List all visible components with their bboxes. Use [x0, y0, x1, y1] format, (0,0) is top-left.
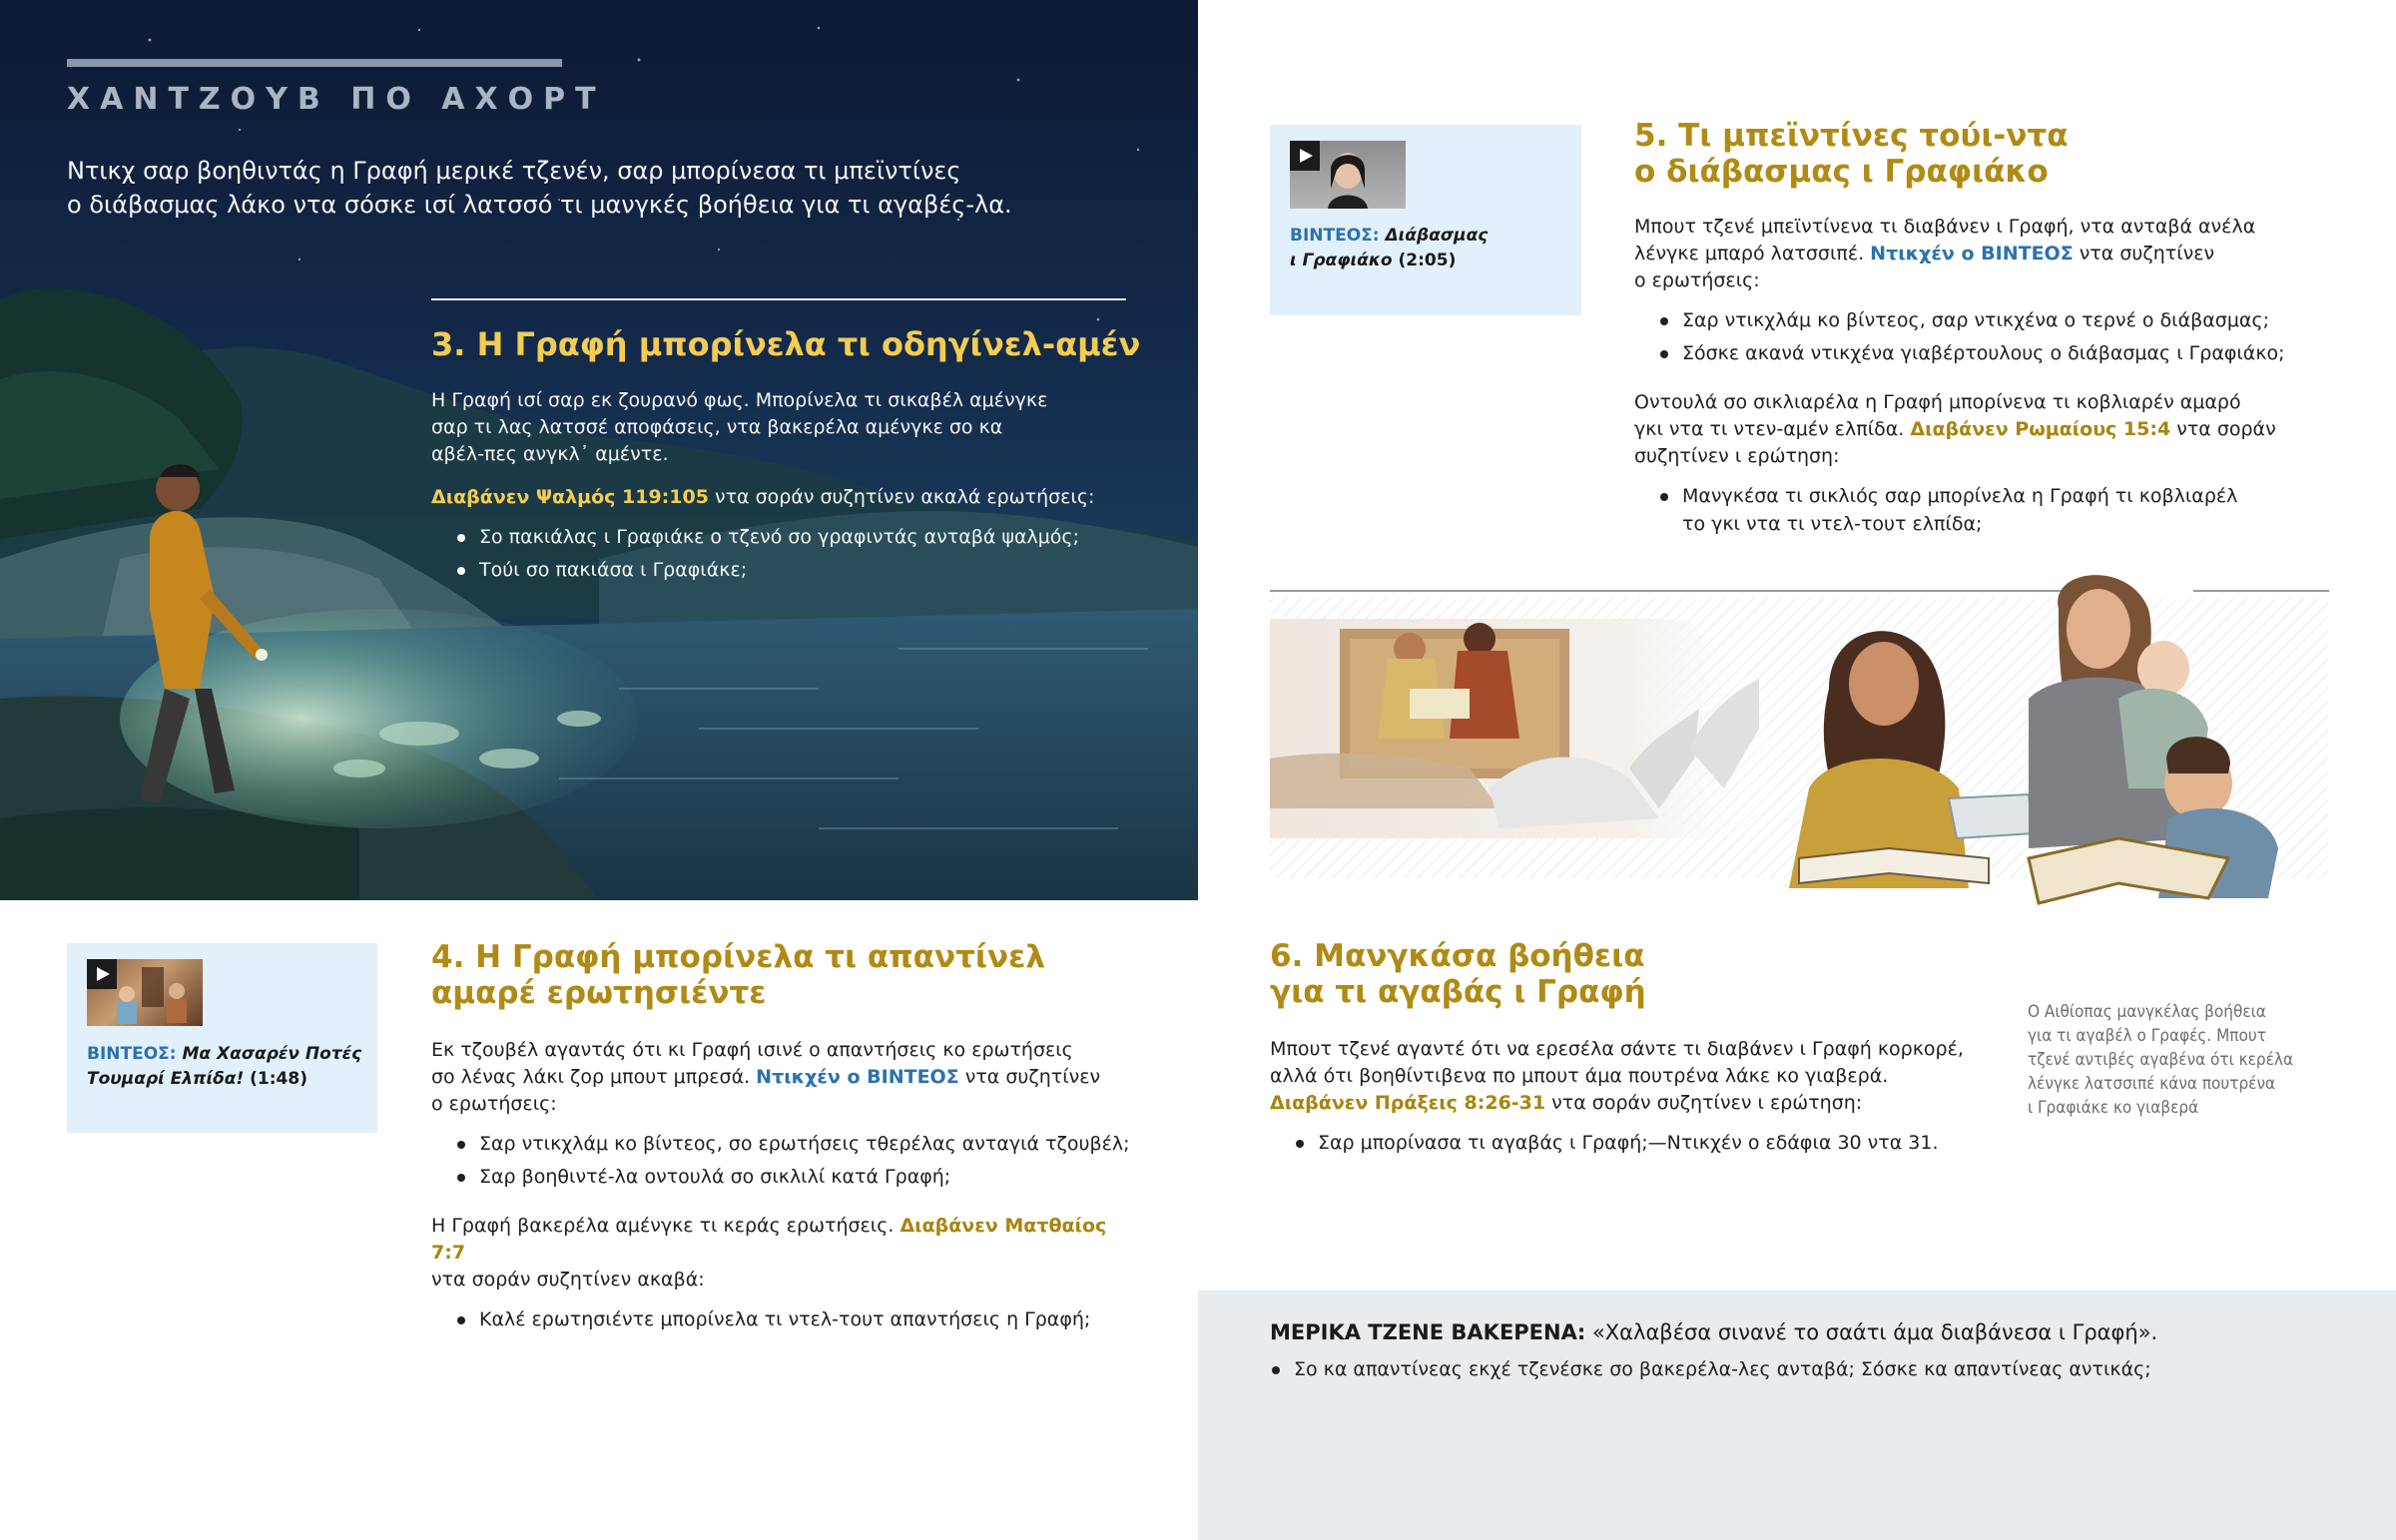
video-card-reading[interactable]	[1270, 125, 1581, 315]
intro-line: ο διάβασμας λάκο ντα σόσκε ισί λατσσό τι μανγκές βοήθεια για τι αγαβές-λα.	[67, 191, 1012, 219]
body-line: ο ερωτήσεις:	[1634, 269, 1760, 291]
objection-label: ΜΕΡΙΚΑ ΤΖΕΝΕ ΒΑΚΕΡΕΝΑ:	[1270, 1320, 1586, 1344]
section-3-questions	[455, 523, 1154, 589]
scripture-link[interactable]: Διαβάνεν Πράξεις 8:26-31	[1270, 1092, 1546, 1114]
body-line	[1634, 241, 2373, 267]
caption-line: ι Γραφιάκε κο γιαβερά	[2028, 1098, 2199, 1118]
body-text: λένγκε μπαρό λατσσιπέ.	[1634, 243, 1871, 264]
title-line: αμαρέ ερωτησιέντε	[431, 975, 767, 1011]
question-line: Μανγκέσα τι σικλιός σαρ μπορίνελα η Γραφή τι κοβλιαρέλ	[1682, 485, 2238, 507]
body-line	[1634, 416, 2373, 443]
caption-line: τζενέ αντιβές αγαβένα ότι κερέλα	[2028, 1050, 2294, 1070]
body-line: σαρ τι λας λατσσέ αποφάσεις, ντα βακερέλα αμένγκε σο κα	[431, 416, 1003, 438]
body-line: ο ερωτήσεις:	[431, 1093, 557, 1115]
video-thumbnail[interactable]	[1290, 141, 1406, 209]
section-6-paragraph	[1270, 1036, 1989, 1117]
section-5-title	[1634, 118, 2373, 190]
section-5	[1634, 118, 2373, 543]
title-line: ο διάβασμας ι Γραφιάκο	[1634, 154, 2049, 190]
body-line: ντα σοράν συζητίνεν ακαβά:	[431, 1269, 705, 1290]
caption-line: για τι αγαβέλ ο Γραφές. Μπουτ	[2028, 1026, 2266, 1046]
section-4-title	[431, 939, 1130, 1011]
body-text: ντα συζητίνεν	[2073, 243, 2215, 264]
question-item: Σο κα απαντίνεας εκχέ τζενέσκε σο βακερέλα-λες ανταβά; Σόσκε κα απαντίνεας αντικάς;	[1270, 1355, 2368, 1383]
section-4-questions-2	[431, 1305, 1130, 1333]
body-line: Οντουλά σο σικλιαρέλα η Γραφή μπορίνενα τι κοβλιαρέν αμαρό	[1634, 391, 2241, 413]
caption-line: Ο Αιθίοπας μανγκέλας βοήθεια	[2028, 1002, 2266, 1022]
section-4-paragraph-2	[431, 1213, 1130, 1293]
body-line: Εκ τζουβέλ αγαντάς ότι κι Γραφή ισινέ ο απαντήσεις κο ερωτήσεις	[431, 1039, 1073, 1061]
header-rule	[67, 59, 562, 67]
body-text: σο λένας λάκι ζορ μπουτ μπρεσά.	[431, 1066, 757, 1088]
body-line: Η Γραφή ισί σαρ εκ ζουρανό φως. Μπορίνελα τι σικαβέλ αμένγκε	[431, 389, 1048, 411]
objection-text: «Χαλαβέσα σινανέ το σαάτι άμα διαβάνεσα ι Γραφή».	[1585, 1320, 2158, 1344]
question-item: Σο πακιάλας ι Γραφιάκε ο τζενό σο γραφιντάς ανταβά ψαλμός;	[455, 523, 1154, 551]
objection-quote	[1270, 1317, 2368, 1347]
reading-instruction: ντα σοράν συζητίνεν ακαλά ερωτήσεις:	[708, 486, 1095, 508]
video-label: ΒΙΝΤΕΟΣ:	[1290, 226, 1380, 246]
question-item	[1658, 482, 2373, 538]
video-title: Τουμαρί Ελπίδα!	[87, 1069, 245, 1089]
body-line: Μπουτ τζενέ μπεϊντίνενα τι διαβάνεν ι Γραφή, ντα ανταβά ανέλα	[1634, 216, 2256, 238]
scripture-link[interactable]: Διαβάνεν Ματθαίος 7:7	[431, 1215, 1107, 1264]
question-item: Τούι σο πακιάσα ι Γραφιάκε;	[455, 556, 1154, 584]
hero-night-scene	[0, 0, 1198, 900]
video-title: Διάβασμας	[1379, 226, 1489, 246]
watch-video-link[interactable]: Ντικχέν ο ΒΙΝΤΕΟΣ	[1870, 243, 2074, 264]
section-6	[1270, 938, 1989, 1162]
question-item: Καλέ ερωτησιέντε μπορίνελα τι ντελ-τουτ απαντήσεις η Γραφή;	[455, 1305, 1130, 1333]
section-label: ΧΑΝΤΖΟΥΒ ΠΟ ΑΧΟΡΤ	[67, 82, 606, 117]
video-title: Μα Χασαρέν Ποτές	[176, 1044, 362, 1064]
title-line: 5. Τι μπεϊντίνες τούι-ντα	[1634, 118, 2069, 154]
question-item: Σαρ ντικχλάμ κο βίντεος, σο ερωτήσεις τθερέλας ανταγιά τζουβέλ;	[455, 1130, 1130, 1158]
body-line	[431, 1213, 1130, 1267]
bible-study-illustration	[1270, 559, 2396, 938]
body-text: ντα συζητίνεν	[958, 1066, 1101, 1088]
title-line: 4. Η Γραφή μπορίνελα τι απαντίνελ	[431, 939, 1045, 975]
section-3-reading	[431, 483, 1130, 511]
family-reading-illustration	[1270, 559, 2396, 938]
video-card-hope[interactable]	[67, 943, 377, 1133]
intro-line: Ντικχ σαρ βοηθιντάς η Γραφή μερικέ τζενέν, σαρ μπορίνεσα τι μπεϊντίνες	[67, 157, 961, 185]
question-line: το γκι ντα τι ντελ-τουτ ελπίδα;	[1682, 513, 1983, 535]
body-line: συζητίνεν ι ερώτηση:	[1634, 445, 1840, 467]
section-6-questions	[1270, 1129, 1989, 1157]
scripture-link[interactable]: Διαβάνεν Ψαλμός 119:105	[431, 486, 709, 508]
section-5-paragraph-2	[1634, 389, 2373, 470]
video-caption	[87, 1042, 366, 1092]
section-5-questions	[1634, 306, 2373, 367]
video-label: ΒΙΝΤΕΟΣ:	[87, 1044, 177, 1064]
objection-questions	[1270, 1355, 2368, 1388]
section-3-title: 3. Η Γραφή μπορίνελα τι οδηγίνελ-αμέν	[431, 325, 1141, 363]
section-4-paragraph-1	[431, 1037, 1130, 1118]
watch-video-link[interactable]: Ντικχέν ο ΒΙΝΤΕΟΣ	[756, 1066, 959, 1088]
section-4-questions	[431, 1130, 1130, 1191]
body-line: Μπουτ τζενέ αγαντέ ότι να ερεσέλα σάντε τι διαβάνεν ι Γραφή κορκορέ,	[1270, 1038, 1964, 1060]
caption-line: λένγκε λατσσιπέ κάνα πουτρένα	[2028, 1074, 2276, 1094]
section-4	[431, 939, 1130, 1338]
illustration-caption	[2028, 1000, 2367, 1120]
section-5-questions-2	[1634, 482, 2373, 538]
video-thumbnail[interactable]	[87, 959, 203, 1026]
section-divider	[431, 298, 1126, 300]
body-line: αλλά ότι βοηθίντιβενα πο μπουτ άμα πουτρένα λάκε κο γιαβερά.	[1270, 1065, 1889, 1087]
video-duration: (2:05)	[1392, 251, 1457, 270]
video-title: ι Γραφιάκο	[1290, 251, 1393, 270]
common-objection-box	[1198, 1290, 2396, 1540]
section-5-paragraph-1	[1634, 214, 2373, 294]
section-3-body	[431, 387, 1070, 468]
video-duration: (1:48)	[244, 1069, 307, 1089]
body-line	[431, 1064, 1130, 1091]
body-text: γκι ντα τι ντεν-αμέν ελπίδα.	[1634, 418, 1911, 440]
intro-text	[67, 154, 1105, 222]
question-item: Σαρ ντικχλάμ κο βίντεος, σαρ ντικχένα ο τερνέ ο διάβασμας;	[1658, 306, 2373, 334]
body-text: ντα σοράν	[2170, 418, 2276, 440]
question-item: Σαρ μπορίνασα τι αγαβάς ι Γραφή;—Ντικχέν ο εδάφια 30 ντα 31.	[1294, 1129, 1989, 1157]
section-6-title	[1270, 938, 1989, 1010]
title-line: για τι αγαβάς ι Γραφή	[1270, 974, 1646, 1010]
question-item: Σόσκε ακανά ντικχένα γιαβέρτουλους ο διάβασμας ι Γραφιάκο;	[1658, 339, 2373, 367]
video-caption	[1290, 224, 1569, 273]
scripture-link[interactable]: Διαβάνεν Ρωμαίους 15:4	[1910, 418, 2171, 440]
body-text: Η Γραφή βακερέλα αμένγκε τι κεράς ερωτήσεις.	[431, 1215, 900, 1237]
play-icon[interactable]	[1290, 141, 1320, 171]
question-item: Σαρ βοηθιντέ-λα οντουλά σο σικλιλί κατά Γραφή;	[455, 1163, 1130, 1191]
title-line: 6. Μανγκάσα βοήθεια	[1270, 938, 1645, 974]
body-line	[1270, 1090, 1989, 1117]
play-icon[interactable]	[87, 959, 117, 989]
body-line: αβέλ-πες ανγκλ᾽ αμέντε.	[431, 443, 669, 465]
body-text: ντα σοράν συζητίνεν ι ερώτηση:	[1545, 1092, 1863, 1114]
